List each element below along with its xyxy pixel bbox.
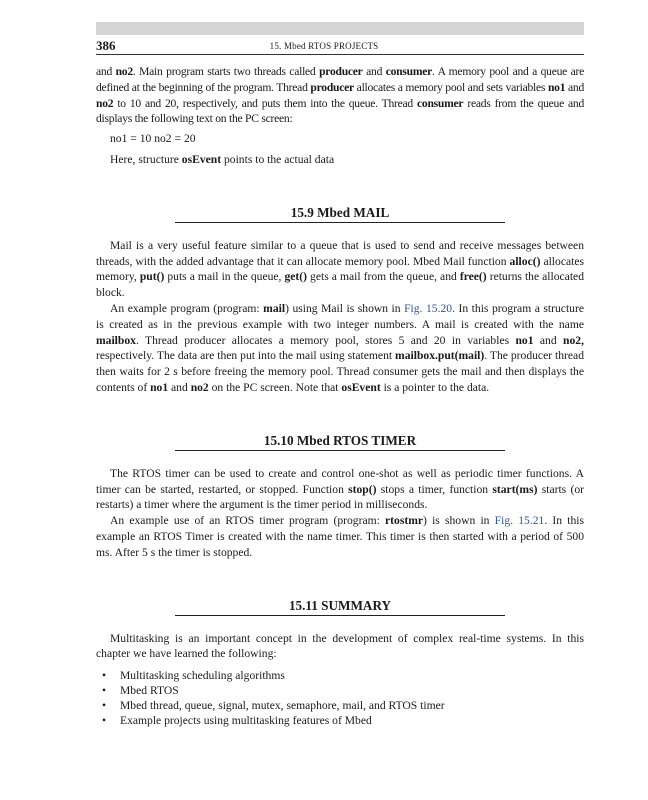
text: allocates a memory pool and sets variables: [353, 80, 548, 94]
text: An example use of an RTOS timer program (program:: [110, 514, 386, 528]
term: rtostmr: [385, 514, 424, 528]
text: and: [565, 80, 585, 94]
section-heading-mail: 15.9 Mbed MAIL: [175, 204, 505, 223]
term: no2: [96, 96, 114, 110]
output-equation: no1 = 10 no2 = 20: [110, 132, 196, 146]
text: Mail is a very useful feature similar to a queue that is used to send and receive messages between threads, with the added advantage that it can allocate memory pool. Mbed Mail function: [96, 238, 584, 268]
text: . The producer thread then waits for 2 s before freeing the memory pool. Thread consumer gets the mail and then displays the contents of: [96, 349, 585, 394]
summary-list: [96, 668, 584, 728]
text: ) is shown in: [423, 514, 495, 528]
term: get(): [284, 270, 308, 284]
text: starts (or restarts) a timer where the argument is the timer period in milliseconds.: [96, 482, 584, 512]
term: mailbox: [96, 333, 136, 347]
text: returns the allocated block.: [96, 270, 584, 300]
text: allocates memory,: [96, 254, 584, 284]
text: and: [168, 380, 191, 394]
intro-paragraph: [96, 64, 584, 127]
header-bar: [96, 22, 584, 35]
term: osEvent: [181, 152, 222, 166]
term: stop(): [348, 482, 377, 496]
term: consumer: [417, 96, 464, 110]
term: no1: [150, 380, 169, 394]
figure-link[interactable]: Fig. 15.20: [404, 301, 453, 315]
summary-paragraph: Multitasking is an important concept in the development of complex real-time systems. In this chapter we have learned the following:: [96, 631, 584, 661]
text: to 10 and 20, respectively, and puts them into the queue. Thread: [113, 96, 417, 110]
text: . A memory pool and a queue are defined at the beginning of the program. Thread: [96, 65, 585, 94]
term: producer: [319, 65, 363, 78]
term: mail: [263, 301, 286, 315]
text: Here, structure: [110, 152, 182, 166]
text: gets a mail from the queue, and: [307, 270, 460, 284]
text: An example program (program:: [110, 301, 264, 315]
timer-paragraph-2: [96, 513, 584, 560]
text: is a pointer to the data.: [380, 380, 490, 394]
text: and: [533, 333, 564, 347]
term: no1: [515, 333, 534, 347]
intro-note: [96, 152, 584, 168]
timer-paragraph-1: [96, 466, 584, 513]
text: stops a timer, function: [376, 482, 493, 496]
mail-paragraph-2: [96, 301, 584, 396]
page-body: [96, 64, 584, 728]
running-head: 15. Mbed RTOS PROJECTS: [269, 41, 379, 51]
mail-paragraph-1: [96, 238, 584, 301]
term: consumer: [385, 65, 433, 78]
term: no1: [547, 80, 566, 94]
text: . In this program a structure is created as in the previous example with two integer numbers. A mail is created with the name: [96, 301, 584, 331]
term: put(): [139, 270, 165, 284]
list-item: • Mbed thread, queue, signal, mutex, semaphore, mail, and RTOS timer: [110, 698, 584, 713]
section-heading-summary: 15.11 SUMMARY: [175, 597, 505, 616]
term: osEvent: [341, 380, 381, 394]
text: on the PC screen. Note that: [208, 380, 342, 394]
text: ) using Mail is shown in: [285, 301, 405, 315]
list-item: • Mbed RTOS: [110, 683, 584, 698]
text: . Main program starts two threads called: [132, 65, 320, 78]
text: reads from the queue and displays the following text on the PC screen:: [96, 96, 585, 126]
section-heading-timer: 15.10 Mbed RTOS TIMER: [175, 432, 505, 451]
text: . In this example an RTOS Timer is created with the name timer. This timer is then started with a period of 500 ms. After 5 s the timer is stopped.: [96, 514, 584, 559]
term: alloc(): [509, 254, 541, 268]
term: producer: [310, 80, 354, 94]
text: respectively. The data are then put into the mail using statement: [96, 349, 396, 363]
term: no2: [190, 380, 209, 394]
text: points to the actual data: [221, 152, 335, 166]
text: and: [96, 65, 116, 78]
text: The RTOS timer can be used to create and control one-shot as well as periodic timer functions. A timer can be started, restarted, or stopped. Function: [96, 466, 584, 496]
text: puts a mail in the queue,: [164, 270, 285, 284]
text: and: [362, 65, 386, 78]
list-item: • Multitasking scheduling algorithms: [110, 668, 584, 683]
term: start(ms): [492, 482, 538, 496]
header-rule: [96, 54, 584, 55]
term: free(): [459, 270, 487, 284]
figure-link[interactable]: Fig. 15.21: [494, 514, 545, 528]
term: no2: [115, 65, 133, 78]
term: mailbox.put(mail): [395, 349, 485, 363]
text: . Thread producer allocates a memory pool, stores 5 and 20 in variables: [135, 333, 516, 347]
page-number: 386: [96, 38, 116, 53]
term: no2,: [563, 333, 584, 347]
list-item: • Example projects using multitasking features of Mbed: [110, 713, 584, 728]
